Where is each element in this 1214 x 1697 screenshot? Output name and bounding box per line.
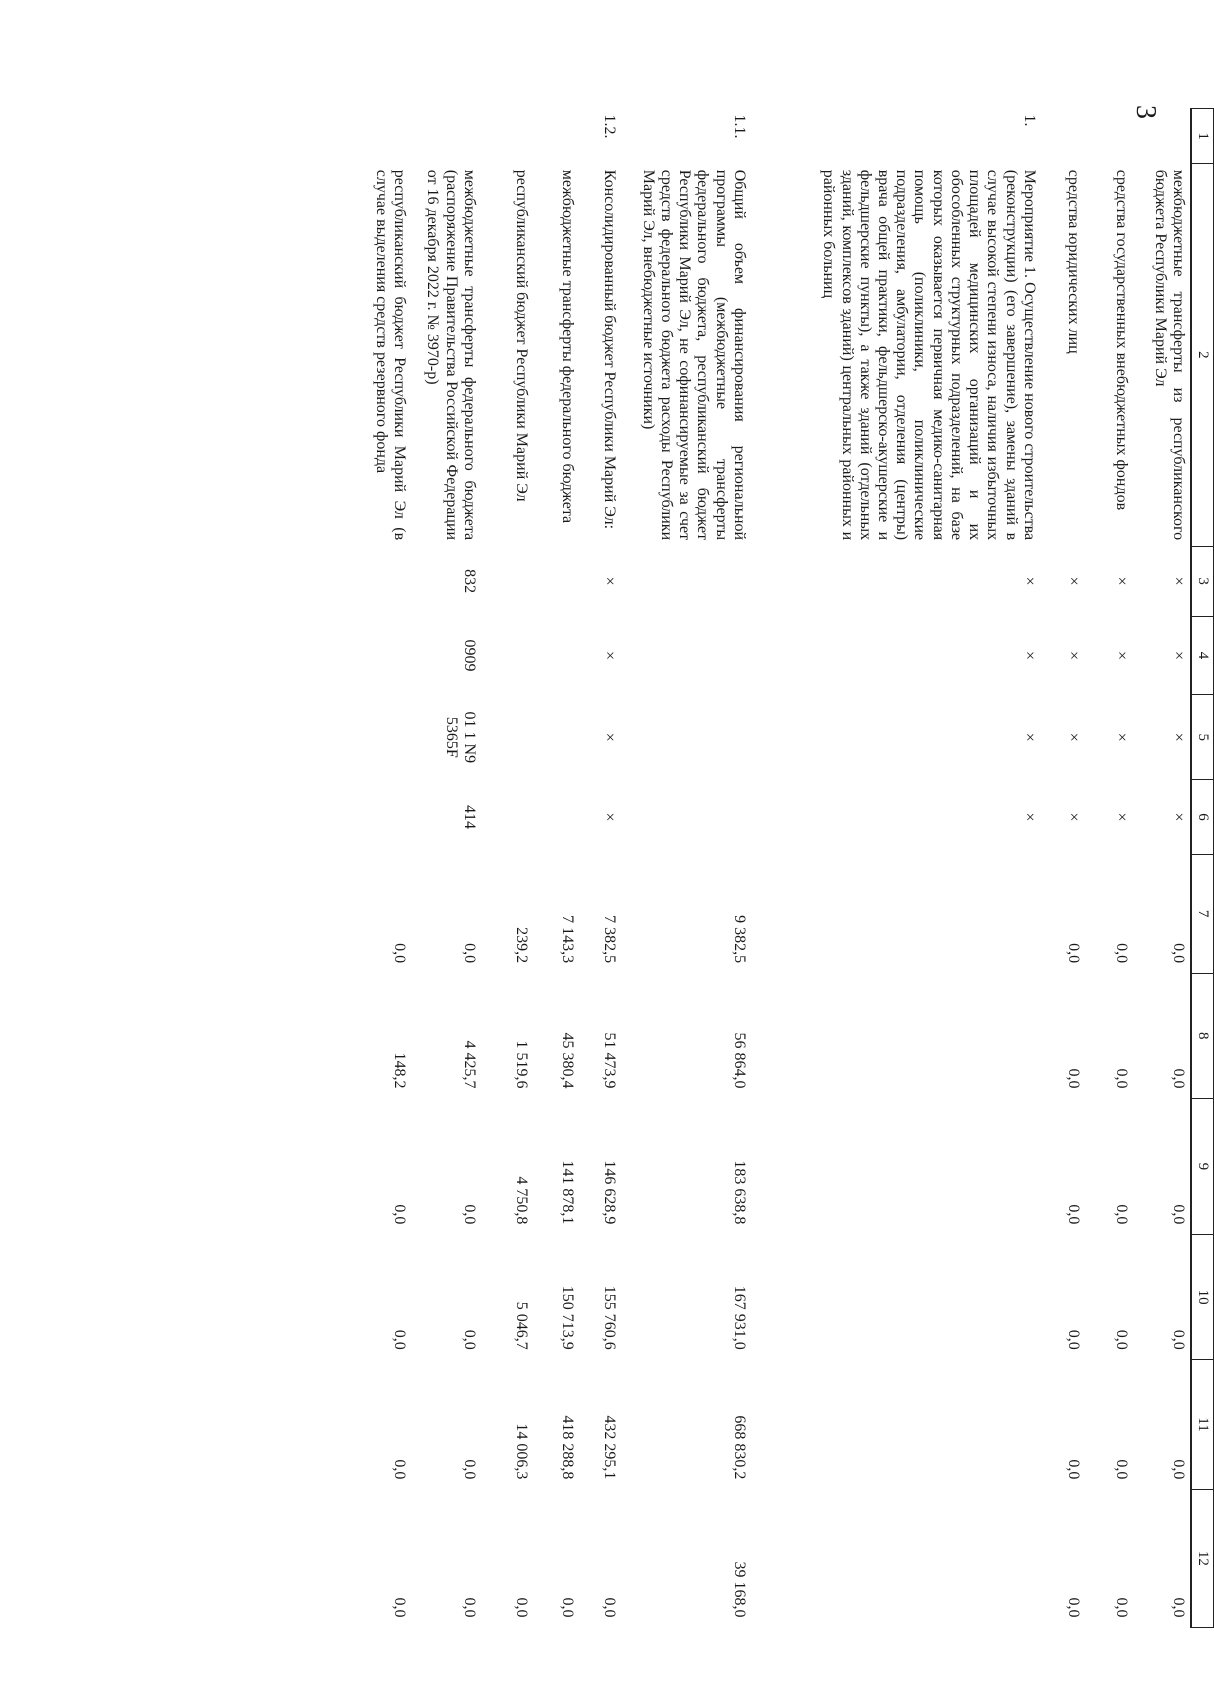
row-label-cell: Общий объем финансирования региональной программы (межбюджетные трансферты федерального бюджета, республиканский бюджет Республики Марий Эл, не софинансируемые за счет средств федерального бюджета расходы Республики Марий Эл, внебюджетные источники) [639,169,748,541]
table-row [411,109,481,1628]
value-cell [533,695,579,780]
value-cell: 01 1 N9 5365F [442,711,478,764]
row-number-cell [351,109,411,164]
value-cell: 0,0 [1064,1597,1082,1618]
value-cell [533,780,579,854]
page-number: 3 [1130,105,1161,119]
value-cell [751,1234,1041,1359]
value-cell: 414 [460,804,478,829]
value-cell: 0,0 [1064,943,1082,964]
column-header-1: 1 [1191,109,1214,164]
table-row [533,109,579,1628]
table-row [1041,109,1085,1628]
value-cell: 0,0 [390,1329,408,1350]
value-cell: 0,0 [460,1597,478,1618]
table-row [751,109,1041,1628]
value-cell [621,546,751,616]
value-cell: 0,0 [1064,1459,1082,1480]
value-cell: 146 628,9 [600,1160,618,1225]
value-cell: 0,0 [1064,1329,1082,1350]
table-row [481,109,533,1628]
value-cell: 5 046,7 [512,1301,530,1350]
column-header-12: 12 [1191,1489,1214,1627]
value-cell: × [1064,812,1082,822]
value-cell [621,695,751,780]
value-cell: × [600,651,618,661]
value-cell [621,616,751,695]
value-cell [481,616,533,695]
value-cell: 432 295,1 [600,1415,618,1480]
value-cell: × [1020,576,1038,586]
table-row [1133,109,1191,1628]
value-cell: 239,2 [512,927,530,964]
row-label-cell: межбюджетные трансферты федерального бюджета (распоряжение Правительства Российской Федерации от 16 декабря 2022 г. № 3970-р) [424,169,478,541]
column-header-7: 7 [1191,854,1214,973]
value-cell: 0,0 [1064,1068,1082,1089]
value-cell: 0,0 [1112,1204,1130,1225]
row-number-cell [481,109,533,164]
value-cell: 0,0 [460,1329,478,1350]
value-cell: 668 830,2 [730,1415,748,1480]
value-cell [533,616,579,695]
value-cell: × [1169,576,1187,586]
value-cell: 0,0 [1064,1204,1082,1225]
value-cell: 0,0 [1169,1068,1187,1089]
value-cell [351,780,411,854]
value-cell: 4 425,7 [460,1040,478,1089]
row-label-cell: республиканский бюджет Республики Марий Эл [512,169,530,502]
value-cell: × [1064,576,1082,586]
row-label-cell: Мероприятие 1. Осуществление нового строительства (реконструкции) (его завершение), замены зданий в случае высокой степени износа, наличия избыточных площадей медицинских организаций и их обособленных структурных подразделений, на базе которых оказывается первичная медико-санитарная помощь (поликлиники, поликлинические подразделения, амбулатории, отделения (центры) врача общей практики, фельдшерско-акушерские и фельдшерские пункты), а также зданий (отдельных зданий, комплексов зданий) центральных районных и районных больниц [820,169,1038,541]
value-cell [751,973,1041,1098]
value-cell: 7 382,5 [600,915,618,964]
value-cell [481,546,533,616]
table-row [351,109,411,1628]
column-number-row [1191,109,1214,1628]
value-cell: 0,0 [600,1597,618,1618]
value-cell [751,1489,1041,1627]
value-cell: 7 143,3 [558,915,576,964]
row-number-cell [533,109,579,164]
value-cell [481,780,533,854]
value-cell [481,695,533,780]
value-cell: 150 713,9 [558,1285,576,1350]
value-cell: 0,0 [1112,943,1130,964]
value-cell: 0,0 [512,1597,530,1618]
value-cell: 0,0 [390,1597,408,1618]
value-cell: 0,0 [1112,1459,1130,1480]
value-cell: × [1112,732,1130,742]
value-cell: 0,0 [558,1597,576,1618]
value-cell: 0,0 [390,1204,408,1225]
value-cell: 832 [460,569,478,594]
rotated-table-container [214,108,1214,1648]
value-cell [621,780,751,854]
value-cell [351,616,411,695]
value-cell: 167 931,0 [730,1285,748,1350]
row-number-cell: 1.1. [730,114,748,139]
value-cell: × [1169,732,1187,742]
value-cell: 45 380,4 [558,1032,576,1089]
column-header-9: 9 [1191,1098,1214,1234]
table-row [1085,109,1133,1628]
value-cell: 0,0 [390,1459,408,1480]
row-number-cell [1041,109,1085,164]
value-cell: × [1020,651,1038,661]
value-cell [351,546,411,616]
value-cell: 9 382,5 [730,915,748,964]
value-cell: × [1020,732,1038,742]
value-cell: × [600,576,618,586]
row-label-cell: Консолидированный бюджет Республики Марий Эл: [600,169,618,530]
value-cell: × [1064,651,1082,661]
table-row [621,109,751,1628]
value-cell: 0,0 [1112,1329,1130,1350]
value-cell: 0,0 [460,1204,478,1225]
column-header-8: 8 [1191,973,1214,1098]
column-header-2: 2 [1191,164,1214,546]
row-number-cell [1133,109,1191,164]
column-header-11: 11 [1191,1360,1214,1490]
row-number-cell [1085,109,1133,164]
value-cell: × [1020,812,1038,822]
value-cell: 56 864,0 [730,1032,748,1089]
row-label-cell: средства государственных внебюджетных фондов [1112,169,1130,511]
value-cell: × [600,812,618,822]
value-cell: 0,0 [460,943,478,964]
row-label-cell: межбюджетные трансферты федерального бюджета [558,169,576,524]
value-cell: × [1112,812,1130,822]
column-header-3: 3 [1191,546,1214,616]
row-label-cell: средства юридических лиц [1064,169,1082,354]
value-cell: 14 006,3 [512,1423,530,1480]
value-cell: × [1112,651,1130,661]
value-cell: 148,2 [390,1052,408,1089]
value-cell [351,695,411,780]
value-cell: × [1169,651,1187,661]
value-cell: × [1064,732,1082,742]
row-number-cell: 1. [1020,114,1038,127]
table-row [579,109,621,1628]
value-cell: 183 638,8 [730,1160,748,1225]
value-cell: × [600,732,618,742]
value-cell: 51 473,9 [600,1032,618,1089]
value-cell: 0,0 [460,1459,478,1480]
value-cell: 141 878,1 [558,1160,576,1225]
value-cell: 39 168,0 [730,1561,748,1618]
value-cell: 1 519,6 [512,1040,530,1089]
value-cell: 418 288,8 [558,1415,576,1480]
value-cell: 0,0 [1169,1459,1187,1480]
value-cell: 0,0 [1112,1597,1130,1618]
row-number-cell: 1.2. [600,114,618,139]
value-cell: 0,0 [1169,1204,1187,1225]
value-cell: × [1112,576,1130,586]
value-cell [751,1098,1041,1234]
financing-table [351,108,1214,1628]
row-label-cell: межбюджетные трансферты из республиканского бюджета Республики Марий Эл [1151,169,1187,541]
value-cell: 0,0 [1169,1329,1187,1350]
value-cell: 0,0 [1169,943,1187,964]
value-cell [533,546,579,616]
column-header-5: 5 [1191,695,1214,780]
value-cell: 0,0 [1112,1068,1130,1089]
row-number-cell [411,109,481,164]
value-cell: 0,0 [1169,1597,1187,1618]
column-header-10: 10 [1191,1234,1214,1359]
value-cell [751,1360,1041,1490]
row-label-cell: республиканский бюджет Республики Марий Эл (в случае выделения средств резервного фонда [372,169,408,541]
value-cell: 0909 [460,639,478,672]
value-cell [751,854,1041,973]
column-header-6: 6 [1191,780,1214,854]
column-header-4: 4 [1191,616,1214,695]
value-cell: × [1169,812,1187,822]
value-cell: 4 750,8 [512,1176,530,1225]
value-cell: 155 760,6 [600,1285,618,1350]
value-cell: 0,0 [390,943,408,964]
